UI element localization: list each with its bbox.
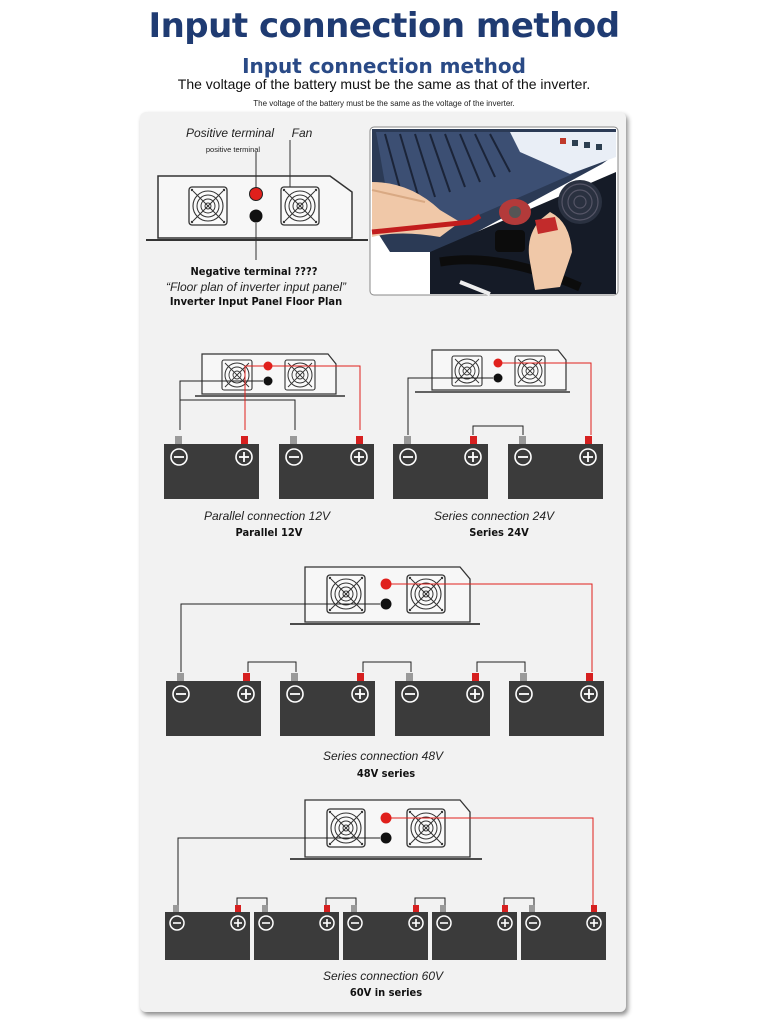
series-60v-caption-2: 60V in series bbox=[349, 986, 423, 999]
page-title: Input connection method bbox=[148, 6, 620, 46]
fan-icon bbox=[327, 575, 365, 613]
series-60v-caption: Series connection 60V bbox=[322, 969, 444, 983]
series-48v-caption-2: 48V series bbox=[356, 767, 416, 780]
series-24v-caption-2: Series 24V bbox=[469, 526, 529, 539]
wiring-diagram bbox=[140, 112, 626, 1012]
floor-plan-caption: “Floor plan of inverter input panel” bbox=[165, 280, 347, 294]
battery-icon bbox=[508, 436, 603, 499]
positive-terminal-icon bbox=[494, 359, 503, 368]
positive-terminal-icon bbox=[381, 579, 392, 590]
fan-icon bbox=[285, 360, 315, 390]
parallel-12v-caption-2: Parallel 12V bbox=[235, 526, 303, 539]
battery-icon bbox=[393, 436, 488, 499]
negative-terminal-icon bbox=[381, 833, 392, 844]
battery-icon bbox=[280, 673, 375, 736]
parallel-12v-diagram bbox=[164, 354, 374, 539]
fan-icon bbox=[281, 187, 319, 225]
negative-terminal-icon bbox=[250, 210, 263, 223]
fan-icon bbox=[515, 356, 545, 386]
series-48v-diagram bbox=[166, 567, 604, 780]
fan-icon bbox=[407, 575, 445, 613]
battery-icon bbox=[254, 905, 339, 960]
battery-icon bbox=[521, 905, 606, 960]
inverter-photo bbox=[370, 127, 618, 295]
battery-icon bbox=[432, 905, 517, 960]
fan-icon bbox=[327, 809, 365, 847]
fan-icon bbox=[407, 809, 445, 847]
series-24v-diagram bbox=[393, 350, 603, 539]
series-48v-caption: Series connection 48V bbox=[322, 749, 444, 763]
battery-icon bbox=[166, 673, 261, 736]
floor-plan-caption-2: Inverter Input Panel Floor Plan bbox=[169, 295, 343, 308]
battery-icon bbox=[343, 905, 428, 960]
negative-terminal-label: Negative terminal ???? bbox=[190, 265, 318, 278]
battery-icon bbox=[279, 436, 374, 499]
series-60v-diagram bbox=[165, 800, 606, 999]
battery-icon bbox=[509, 673, 604, 736]
fan-icon bbox=[452, 356, 482, 386]
series-24v-caption: Series connection 24V bbox=[433, 509, 555, 523]
voltage-note: The voltage of the battery must be the same as that of the inverter. bbox=[177, 76, 591, 92]
battery-icon bbox=[395, 673, 490, 736]
positive-terminal-icon bbox=[250, 188, 263, 201]
fan-icon bbox=[222, 360, 252, 390]
fan-icon bbox=[189, 187, 227, 225]
diagram-card bbox=[140, 112, 626, 1012]
page-title-secondary: Input connection method bbox=[242, 54, 526, 78]
positive-terminal-label: Positive terminal bbox=[185, 126, 275, 140]
negative-terminal-icon bbox=[381, 599, 392, 610]
fan-label: Fan bbox=[291, 126, 313, 140]
positive-terminal-icon bbox=[381, 813, 392, 824]
inverter-panel-plan bbox=[146, 126, 368, 308]
voltage-note-secondary: The voltage of the battery must be the same as the voltage of the inverter. bbox=[253, 99, 515, 108]
negative-terminal-icon bbox=[494, 374, 503, 383]
positive-terminal-label-small: positive terminal bbox=[205, 145, 261, 154]
battery-icon bbox=[165, 905, 250, 960]
negative-terminal-icon bbox=[264, 377, 273, 386]
parallel-12v-caption: Parallel connection 12V bbox=[203, 509, 331, 523]
battery-icon bbox=[164, 436, 259, 499]
